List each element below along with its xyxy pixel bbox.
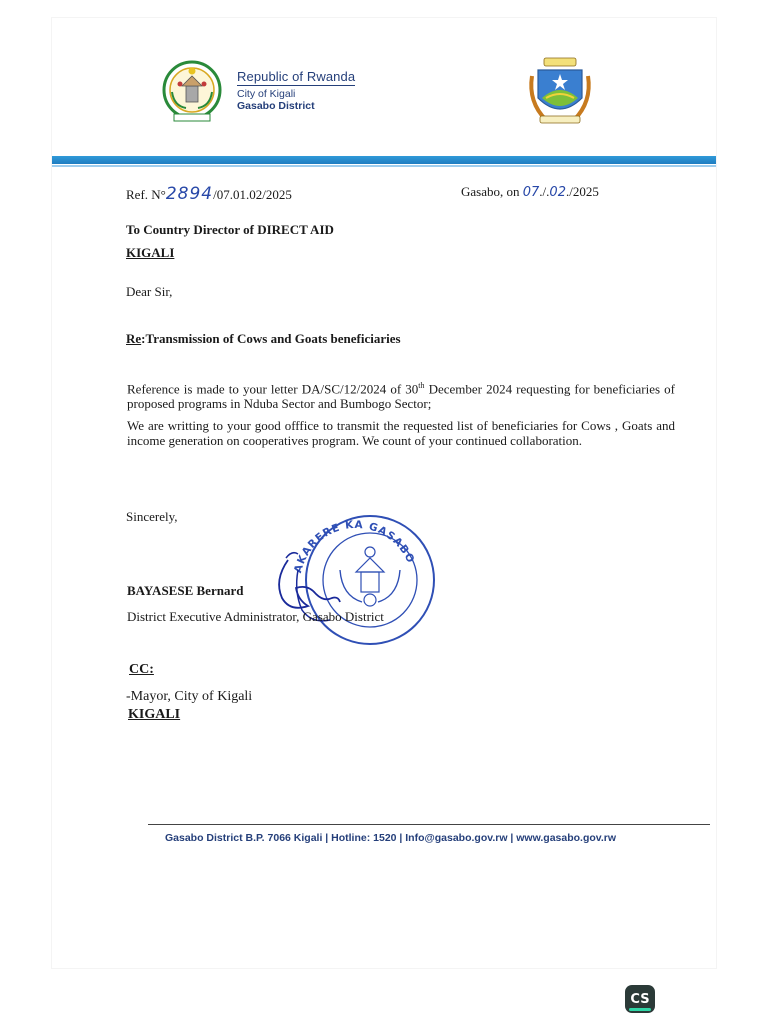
- body-paragraph-1: [127, 378, 675, 411]
- subject-re: Re: [126, 331, 142, 346]
- para1-part2: December 2024 requesting for beneficiaries of proposed programs in Nduba Sector and Bumbogo Sector;: [127, 381, 675, 412]
- city-title: City of Kigali: [237, 88, 296, 100]
- closing: Sincerely,: [126, 509, 178, 524]
- camscanner-label: CS: [630, 991, 650, 1007]
- footer-contact: Gasabo District B.P. 7066 Kigali | Hotline: 1520 | Info@gasabo.gov.rw | www.gasabo.gov.rw: [165, 832, 617, 844]
- camscanner-accent: [629, 1008, 651, 1011]
- cc-city: KIGALI: [128, 707, 181, 722]
- district-title: Gasabo District: [237, 100, 315, 112]
- salutation: Dear Sir,: [126, 284, 173, 299]
- ref-handwritten-number: 2894: [165, 184, 214, 204]
- signatory-name: BAYASESE Bernard: [127, 583, 244, 598]
- cc-recipient: -Mayor, City of Kigali: [126, 689, 253, 704]
- camscanner-logo-icon: [625, 985, 655, 1013]
- letter-date: [461, 184, 599, 200]
- gasabo-district-emblem: [522, 54, 598, 128]
- date-day-handwritten: 07: [522, 185, 540, 200]
- subject-line: [126, 331, 401, 347]
- cc-label: CC:: [129, 662, 154, 677]
- issuer-header: [237, 68, 355, 112]
- date-prefix: Gasabo, on: [461, 184, 523, 199]
- republic-title: Republic of Rwanda: [237, 69, 356, 84]
- recipient-city: KIGALI: [126, 245, 175, 260]
- ref-suffix: /07.01.02/2025: [213, 187, 292, 202]
- date-suffix: ./2025: [565, 184, 599, 199]
- date-month-handwritten: 02: [549, 185, 566, 200]
- header-divider-bar: [52, 156, 716, 164]
- ref-prefix: Ref. N°: [126, 187, 166, 202]
- para1-part1: Reference is made to your letter DA/SC/12/2024 of 30: [127, 381, 419, 397]
- stamp-text: AKARERE KA GASABO: [292, 518, 417, 575]
- reference-number: [126, 184, 292, 204]
- date-separator: ./.: [539, 184, 550, 199]
- body-paragraph-2: We are writting to your good offfice to transmit the requested list of beneficiaries for Cows , Goats and income generation on cooperatives program. We count of your continued collaboration.: [127, 418, 675, 448]
- para1-superscript: th: [418, 381, 425, 390]
- header-divider-highlight: [52, 165, 716, 167]
- rwanda-coat-of-arms-emblem: [160, 56, 224, 130]
- signatory-title: District Executive Administrator, Gasabo District: [127, 609, 384, 624]
- subject-text: :Transmission of Cows and Goats beneficiaries: [141, 331, 401, 346]
- recipient-line: To Country Director of DIRECT AID: [126, 222, 334, 237]
- footer-divider: [148, 824, 710, 825]
